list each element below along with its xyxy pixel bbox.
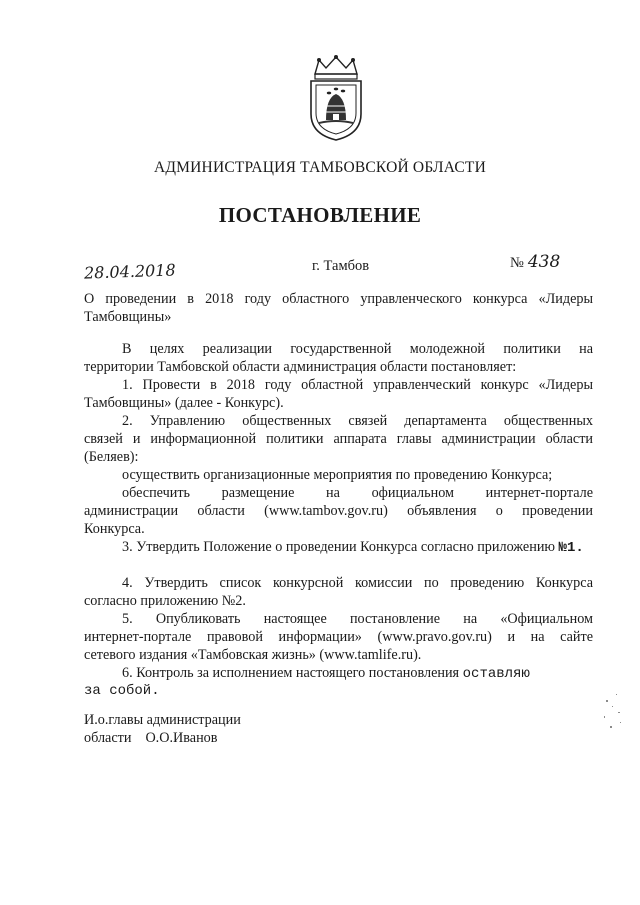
preamble-line-2: территории Тамбовской области администрация области постановляет: <box>84 359 517 375</box>
organization-title: АДМИНИСТРАЦИЯ ТАМБОВСКОЙ ОБЛАСТИ <box>154 159 486 176</box>
signature-name: О.О.Иванов <box>145 730 218 746</box>
document-date: 28.04.2018 <box>83 260 176 283</box>
item-6-line-2: за собой. <box>84 683 160 699</box>
item-6-line-1 <box>84 664 593 683</box>
item-6-typed: оставляю <box>462 666 530 682</box>
signature-line <box>84 729 593 747</box>
item-2b-line-2: администрации области (www.tambov.gov.ru) объявления о проведении <box>84 503 593 519</box>
item-1-line-1: 1. Провести в 2018 году областной управленческий конкурс «Лидеры <box>122 377 593 393</box>
item-4-line-2: согласно приложению №2. <box>84 593 246 609</box>
document-number <box>510 252 560 272</box>
item-2b-line-1: обеспечить размещение на официальном интернет-портале <box>122 485 593 501</box>
item-2a: осуществить организационные мероприятия по проведению Конкурса; <box>122 467 553 483</box>
item-2-line-2: связей и информационной политики аппарата главы администрации области <box>84 431 593 447</box>
item-2-line-1: 2. Управлению общественных связей департамента общественных <box>122 413 593 429</box>
item-2-line-3: (Беляев): <box>84 449 139 465</box>
signature-position: И.о.главы администрации <box>84 712 241 728</box>
number-label: № <box>510 255 524 271</box>
item-3-mark: №1. <box>558 540 584 556</box>
subject-line-1: О проведении в 2018 году областного управленческого конкурса «Лидеры <box>84 291 593 307</box>
item-3 <box>84 538 614 557</box>
document-type-title: ПОСТАНОВЛЕНИЕ <box>218 203 422 227</box>
document-city: г. Тамбов <box>312 258 370 274</box>
preamble-line-1: В целях реализации государственной молодежной политики на <box>122 341 593 357</box>
signature-region: области <box>84 730 132 746</box>
subject-line-2: Тамбовщины» <box>84 309 172 325</box>
item-5-line-3: сетевого издания «Тамбовская жизнь» (www.tamlife.ru). <box>84 647 422 663</box>
item-6-text: 6. Контроль за исполнением настоящего постановления <box>122 665 463 681</box>
item-4-line-1: 4. Утвердить список конкурсной комиссии по проведению Конкурса <box>122 575 593 591</box>
tambov-coat-of-arms-icon <box>301 54 371 142</box>
item-1-line-2: Тамбовщины» (далее - Конкурс). <box>84 395 284 411</box>
item-5-line-1: 5. Опубликовать настоящее постановление на «Официальном <box>122 611 593 627</box>
item-5-line-2: интернет-портале правовой информации» (www.pravo.gov.ru) и на сайте <box>84 629 593 645</box>
item-3-text: 3. Утвердить Положение о проведении Конкурса согласно приложению <box>122 539 559 555</box>
item-2b-line-3: Конкурса. <box>84 521 145 537</box>
number-value: 438 <box>527 252 561 272</box>
